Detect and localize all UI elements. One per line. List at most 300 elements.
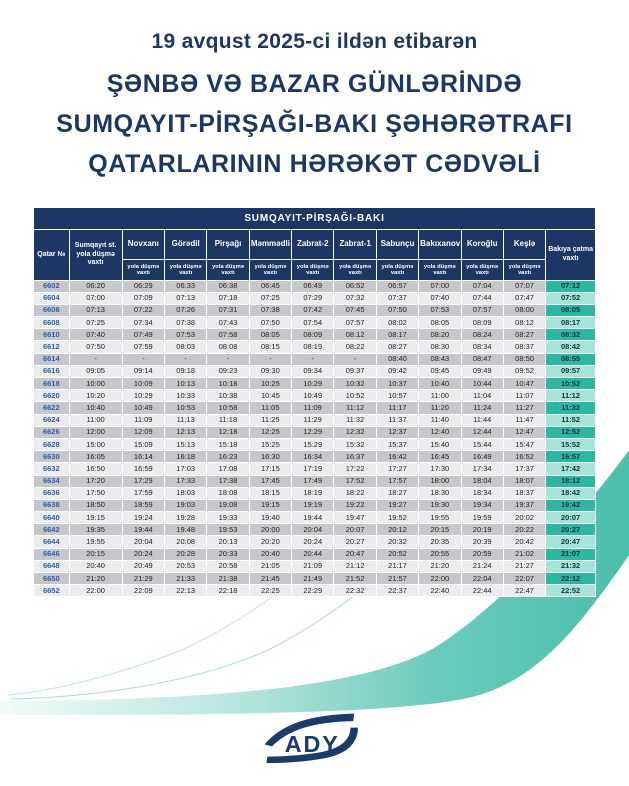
time-cell: 08:05 [419,317,461,329]
time-cell: 07:25 [69,317,122,329]
time-cell: 12:18 [207,426,249,438]
column-subheader-departure-label: yola düşmə vaxtı [249,259,291,280]
column-header-baku-arrival: Bakıya çatma vaxtı [546,230,596,281]
time-cell: 07:58 [207,329,249,341]
train-number-cell: 6618 [34,378,70,390]
timetable-row [34,365,596,377]
time-cell: 07:00 [419,280,461,292]
time-cell: - [249,353,291,365]
time-cell: 07:31 [207,304,249,316]
time-cell: 19:28 [165,512,207,524]
time-cell: 17:03 [165,463,207,475]
time-cell: 11:07 [503,390,545,402]
column-header-station: Koroğlu [461,230,503,260]
column-subheader-departure-label: yola düşmə vaxtı [207,259,249,280]
time-cell: 20:20 [249,536,291,548]
time-cell: 20:04 [122,536,164,548]
time-cell: 11:09 [122,414,164,426]
time-cell: 19:47 [334,512,376,524]
time-cell: 11:20 [419,402,461,414]
time-cell: 15:18 [207,438,249,450]
time-cell: 19:48 [165,524,207,536]
time-cell: 21:12 [334,560,376,572]
column-header-station: Zabrat-2 [292,230,334,260]
time-cell: - [122,353,164,365]
time-cell: 20:52 [376,548,418,560]
time-cell: 22:13 [165,585,207,597]
timetable-row [34,475,596,487]
timetable-row [34,560,596,572]
column-header-station: Məmmədli [249,230,291,260]
time-cell: 16:30 [249,451,291,463]
timetable-body [34,280,596,597]
time-cell: 20:04 [292,524,334,536]
time-cell: 20:15 [419,524,461,536]
time-cell: 12:00 [69,426,122,438]
time-cell: 07:57 [461,304,503,316]
time-cell: 08:09 [292,329,334,341]
time-cell: 18:19 [292,487,334,499]
time-cell: 10:29 [292,378,334,390]
time-cell: 17:57 [376,475,418,487]
time-cell: 07:42 [292,304,334,316]
time-cell: 12:37 [376,426,418,438]
column-header-station: Keşlə [503,230,545,260]
time-cell: 08:24 [461,329,503,341]
column-header-station: Pirşağı [207,230,249,260]
time-cell: 10:58 [207,402,249,414]
time-cell: 16:52 [503,451,545,463]
timetable-row [34,304,596,316]
time-cell: 07:44 [461,292,503,304]
time-cell: 16:05 [69,451,122,463]
time-cell: 07:13 [69,304,122,316]
time-cell: 10:20 [69,390,122,402]
column-subheader-departure-label: yola düşmə vaxtı [334,259,376,280]
time-cell: 12:29 [292,426,334,438]
time-cell: 20:33 [207,548,249,560]
time-cell: 08:17 [376,329,418,341]
timetable-row [34,536,596,548]
time-cell: - [334,353,376,365]
time-cell: 06:52 [334,280,376,292]
timetable-row [34,573,596,585]
time-cell: 16:50 [69,463,122,475]
time-cell: 08:20 [419,329,461,341]
title-effective-date: 19 avqust 2025-ci ildən etibarən [151,30,478,53]
time-cell: 08:22 [334,341,376,353]
train-number-cell: 6602 [34,280,70,292]
train-number-cell: 6646 [34,548,70,560]
time-cell: 20:59 [461,548,503,560]
time-cell: 08:37 [503,341,545,353]
time-cell: 21:24 [461,560,503,572]
train-number-cell: 6640 [34,512,70,524]
time-cell: 15:40 [419,438,461,450]
time-cell: 12:47 [503,426,545,438]
time-cell: 22:18 [207,585,249,597]
column-header-station: Sabunçu [376,230,418,260]
time-cell: 20:42 [503,536,545,548]
time-cell: 21:38 [207,573,249,585]
train-number-cell: 6626 [34,426,70,438]
time-cell: 19:44 [292,512,334,524]
time-cell: 09:52 [503,365,545,377]
time-cell: 19:44 [122,524,164,536]
time-cell: 11:12 [334,402,376,414]
time-cell: 07:59 [122,341,164,353]
train-number-cell: 6642 [34,524,70,536]
train-number-cell: 6612 [34,341,70,353]
time-cell: 22:37 [376,585,418,597]
time-cell: 16:59 [122,463,164,475]
time-cell: 06:49 [292,280,334,292]
time-cell: 07:22 [122,304,164,316]
time-cell: 21:20 [419,560,461,572]
time-cell: 08:34 [461,341,503,353]
time-cell: 10:25 [249,378,291,390]
time-cell: 20:40 [69,560,122,572]
time-cell: 17:27 [376,463,418,475]
time-cell: 07:00 [69,292,122,304]
time-cell: 16:49 [461,451,503,463]
timetable-row [34,585,596,597]
time-cell: 10:47 [503,378,545,390]
time-cell: 17:30 [419,463,461,475]
time-cell: 22:25 [249,585,291,597]
title-schedule: QATARLARININ HƏRƏKƏT CƏDVƏLİ [88,150,541,178]
table-caption-row [34,208,596,230]
time-cell: - [165,353,207,365]
time-cell: 12:25 [249,426,291,438]
time-cell: 17:33 [165,475,207,487]
time-cell: 11:05 [249,402,291,414]
time-cell: 08:02 [376,317,418,329]
time-cell: 09:14 [122,365,164,377]
timetable-row [34,451,596,463]
time-cell: 07:13 [165,292,207,304]
time-cell: 11:17 [376,402,418,414]
time-cell: 18:00 [419,475,461,487]
time-cell: 15:47 [503,438,545,450]
time-cell: 15:25 [249,438,291,450]
time-cell: 07:50 [69,341,122,353]
train-number-cell: 6614 [34,353,70,365]
time-cell: 08:03 [165,341,207,353]
time-cell: 12:44 [461,426,503,438]
time-cell: 10:29 [122,390,164,402]
time-cell: 22:00 [419,573,461,585]
time-cell: 22:29 [292,585,334,597]
train-number-cell: 6650 [34,573,70,585]
time-cell: 07:04 [461,280,503,292]
time-cell: 22:04 [461,573,503,585]
time-cell: 20:55 [419,548,461,560]
arrival-time-cell: 21:32 [546,560,596,572]
time-cell: 18:34 [461,487,503,499]
arrival-time-cell: 09:57 [546,365,596,377]
time-cell: 10:32 [334,378,376,390]
time-cell: 16:37 [334,451,376,463]
train-number-cell: 6648 [34,560,70,572]
timetable-row [34,402,596,414]
time-cell: 21:33 [165,573,207,585]
time-cell: 19:19 [292,499,334,511]
timetable [33,207,596,597]
time-cell: 06:29 [122,280,164,292]
time-cell: 08:47 [461,353,503,365]
arrival-time-cell: 11:52 [546,414,596,426]
timetable-row [34,426,596,438]
time-cell: 11:04 [461,390,503,402]
time-cell: 19:03 [165,499,207,511]
time-cell: 10:09 [122,378,164,390]
time-cell: 11:00 [69,414,122,426]
timetable-row [34,512,596,524]
time-cell: 07:49 [122,329,164,341]
time-cell: 20:58 [207,560,249,572]
time-cell: 18:27 [376,487,418,499]
time-cell: 19:27 [376,499,418,511]
time-cell: 09:23 [207,365,249,377]
time-cell: 18:22 [334,487,376,499]
time-cell: 20:07 [334,524,376,536]
train-number-cell: 6610 [34,329,70,341]
time-cell: 20:24 [292,536,334,548]
time-cell: 20:19 [461,524,503,536]
arrival-time-cell: 20:47 [546,536,596,548]
time-cell: 18:04 [461,475,503,487]
time-cell: 07:57 [334,317,376,329]
time-cell: 16:42 [376,451,418,463]
time-cell: 16:45 [419,451,461,463]
time-cell: 19:30 [419,499,461,511]
timetable-row [34,341,596,353]
time-cell: 17:49 [292,475,334,487]
time-cell: 21:17 [376,560,418,572]
time-cell: 20:02 [503,512,545,524]
timetable-row [34,548,596,560]
arrival-time-cell: 20:27 [546,524,596,536]
time-cell: 10:13 [165,378,207,390]
time-cell: 17:45 [249,475,291,487]
time-cell: 10:53 [165,402,207,414]
time-cell: 15:00 [69,438,122,450]
arrival-time-cell: 17:42 [546,463,596,475]
time-cell: 20:00 [249,524,291,536]
time-cell: 08:08 [207,341,249,353]
time-cell: 07:45 [334,304,376,316]
column-subheader-departure-label: yola düşmə vaxtı [165,259,207,280]
train-number-cell: 6616 [34,365,70,377]
time-cell: 17:38 [207,475,249,487]
time-cell: 07:32 [334,292,376,304]
time-cell: 19:15 [69,512,122,524]
train-number-cell: 6636 [34,487,70,499]
timetable-row [34,524,596,536]
time-cell: 11:44 [461,414,503,426]
train-number-cell: 6652 [34,585,70,597]
column-subheader-departure-label: yola düşmə vaxtı [122,259,164,280]
train-number-cell: 6638 [34,499,70,511]
time-cell: 19:24 [122,512,164,524]
time-cell: 10:45 [249,390,291,402]
time-cell: 11:29 [292,414,334,426]
arrival-time-cell: 22:52 [546,585,596,597]
arrival-time-cell: 21:07 [546,548,596,560]
column-header-sumqayit-departure: Sumqayıt st. yola düşmə vaxtı [69,230,122,281]
arrival-time-cell: 12:52 [546,426,596,438]
time-cell: 11:00 [419,390,461,402]
time-cell: 08:15 [249,341,291,353]
time-cell: 21:27 [503,560,545,572]
time-cell: 19:15 [249,499,291,511]
time-cell: 19:34 [461,499,503,511]
time-cell: 20:15 [69,548,122,560]
time-cell: 20:47 [334,548,376,560]
time-cell: 21:02 [503,548,545,560]
time-cell: 10:57 [376,390,418,402]
time-cell: 22:40 [419,585,461,597]
time-cell: 08:19 [292,341,334,353]
time-cell: 10:38 [207,390,249,402]
time-cell: 20:39 [461,536,503,548]
time-cell: 15:29 [292,438,334,450]
time-cell: 20:32 [376,536,418,548]
time-cell: 10:00 [69,378,122,390]
time-cell: 19:40 [249,512,291,524]
time-cell: 08:43 [419,353,461,365]
timetable-row [34,378,596,390]
time-cell: 09:34 [292,365,334,377]
time-cell: 18:07 [503,475,545,487]
time-cell: 21:57 [376,573,418,585]
time-cell: 20:35 [419,536,461,548]
column-subheader-departure-label: yola düşmə vaxtı [419,259,461,280]
time-cell: 06:20 [69,280,122,292]
time-cell: 09:45 [419,365,461,377]
time-cell: 09:37 [334,365,376,377]
table-header-row [34,230,596,260]
column-subheader-departure-label: yola düşmə vaxtı [376,259,418,280]
time-cell: 16:23 [207,451,249,463]
time-cell: 18:59 [122,499,164,511]
arrival-time-cell: 11:32 [546,402,596,414]
train-number-cell: 6630 [34,451,70,463]
time-cell: 10:33 [165,390,207,402]
timetable-row [34,390,596,402]
time-cell: 07:53 [165,329,207,341]
time-cell: 17:08 [207,463,249,475]
time-cell: 18:03 [165,487,207,499]
title-route: SUMQAYIT-PİRŞAĞI-BAKI ŞƏHƏRƏTRAFI [56,110,573,138]
time-cell: 07:09 [122,292,164,304]
time-cell: 10:49 [122,402,164,414]
time-cell: 15:09 [122,438,164,450]
time-cell: 07:50 [376,304,418,316]
column-header-station: Görədil [165,230,207,260]
time-cell: 07:29 [292,292,334,304]
time-cell: 21:05 [249,560,291,572]
time-cell: 07:25 [249,292,291,304]
time-cell: 08:12 [334,329,376,341]
time-cell: 12:13 [165,426,207,438]
timetable-row [34,499,596,511]
time-cell: - [69,353,122,365]
time-cell: 17:22 [334,463,376,475]
timetable-row [34,317,596,329]
time-cell: 07:43 [207,317,249,329]
time-cell: 11:09 [292,402,334,414]
time-cell: 19:52 [376,512,418,524]
time-cell: 08:05 [249,329,291,341]
time-cell: 09:30 [249,365,291,377]
arrival-time-cell: 18:42 [546,487,596,499]
time-cell: 12:09 [122,426,164,438]
time-cell: 06:33 [165,280,207,292]
train-number-cell: 6628 [34,438,70,450]
time-cell: 17:59 [122,487,164,499]
time-cell: 07:50 [249,317,291,329]
arrival-time-cell: 18:12 [546,475,596,487]
time-cell: 16:14 [122,451,164,463]
train-number-cell: 6608 [34,317,70,329]
arrival-time-cell: 08:32 [546,329,596,341]
time-cell: 09:42 [376,365,418,377]
time-cell: 19:37 [503,499,545,511]
time-cell: 11:37 [376,414,418,426]
time-cell: 17:19 [292,463,334,475]
column-header-train-number: Qatar № [34,230,70,281]
time-cell: 17:50 [69,487,122,499]
time-cell: 18:37 [503,487,545,499]
time-cell: 20:28 [165,548,207,560]
table-title: SUMQAYIT-PİRŞAĞI-BAKI [34,208,596,230]
time-cell: 11:18 [207,414,249,426]
train-number-cell: 6644 [34,536,70,548]
train-number-cell: 6634 [34,475,70,487]
column-subheader-departure-label: yola düşmə vaxtı [292,259,334,280]
time-cell: 19:59 [461,512,503,524]
time-cell: 11:40 [419,414,461,426]
time-cell: 17:29 [122,475,164,487]
time-cell: 20:27 [334,536,376,548]
time-cell: 20:13 [207,536,249,548]
time-cell: 10:49 [292,390,334,402]
time-cell: 08:09 [461,317,503,329]
arrival-time-cell: 10:52 [546,378,596,390]
time-cell: 10:18 [207,378,249,390]
footer [0,702,629,777]
time-cell: 10:44 [461,378,503,390]
time-cell: 06:38 [207,280,249,292]
time-cell: 22:32 [334,585,376,597]
time-cell: 19:33 [207,512,249,524]
time-cell: 20:12 [376,524,418,536]
time-cell: 11:13 [165,414,207,426]
time-cell: 06:57 [376,280,418,292]
time-cell: 18:50 [69,499,122,511]
ady-logo-text: ADY [284,730,340,757]
timetable-row [34,280,596,292]
time-cell: 21:49 [292,573,334,585]
time-cell: 20:40 [249,548,291,560]
time-cell: 21:20 [69,573,122,585]
time-cell: 07:40 [419,292,461,304]
time-cell: 20:53 [165,560,207,572]
time-cell: 20:49 [122,560,164,572]
timetable-row [34,438,596,450]
